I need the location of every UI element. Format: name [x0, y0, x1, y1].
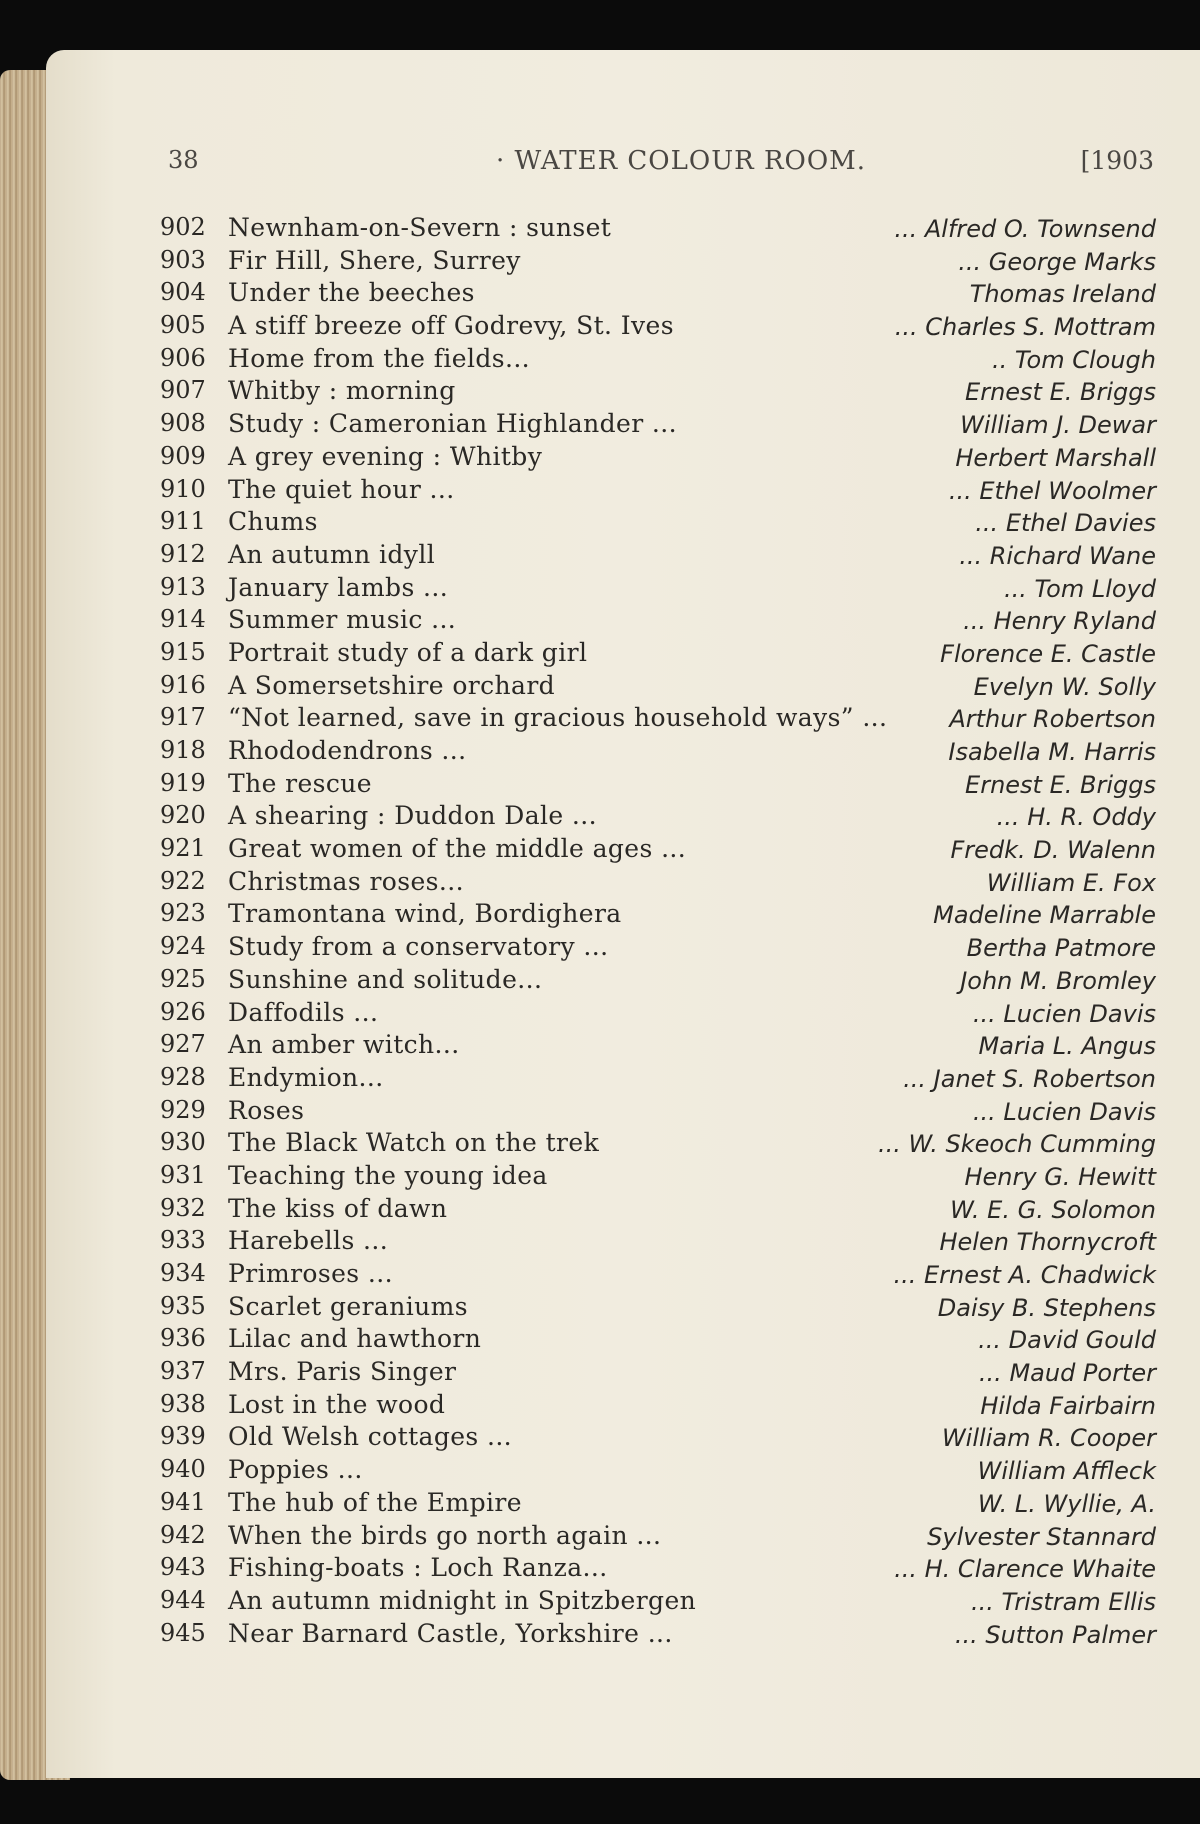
- entry-artist: ... W. Skeoch Cumming: [877, 1130, 1156, 1159]
- entry-number: 912: [160, 539, 206, 568]
- entry-artist: ... Tristram Ellis: [970, 1587, 1156, 1616]
- entry-number: 921: [160, 834, 206, 863]
- entry-title: Roses: [228, 1095, 305, 1125]
- catalogue-entry: [160, 213, 1156, 246]
- entry-number: 935: [160, 1291, 206, 1320]
- entry-title: The rescue: [228, 768, 372, 798]
- entry-artist: William R. Cooper: [941, 1424, 1156, 1453]
- entry-title: When the birds go north again ...: [228, 1520, 662, 1550]
- catalogue-entry: [160, 1128, 1156, 1161]
- entry-title: An autumn idyll: [228, 539, 436, 569]
- catalogue-entry: [160, 769, 1156, 802]
- entry-title: The quiet hour ...: [228, 474, 455, 504]
- page-number: 38: [168, 146, 199, 174]
- entry-number: 923: [160, 899, 206, 928]
- entry-artist: William J. Dewar: [960, 411, 1156, 440]
- entry-title: The hub of the Empire: [228, 1487, 522, 1517]
- catalogue-entry: [160, 899, 1156, 932]
- entry-number: 917: [160, 703, 206, 732]
- entry-title: Poppies ...: [228, 1455, 363, 1485]
- entry-number: 915: [160, 637, 206, 666]
- entry-artist: ... H. Clarence Whaite: [894, 1555, 1156, 1584]
- entry-title: Great women of the middle ages ...: [228, 834, 687, 864]
- entry-title: The Black Watch on the trek: [228, 1128, 600, 1158]
- entry-number: 916: [160, 670, 206, 699]
- entry-number: 940: [160, 1455, 206, 1484]
- entry-title: A stiff breeze off Godrevy, St. Ives: [228, 311, 674, 341]
- entry-number: 941: [160, 1487, 206, 1516]
- entry-title: Harebells ...: [228, 1226, 389, 1256]
- catalogue-entry: [160, 442, 1156, 475]
- entry-artist: Isabella M. Harris: [948, 738, 1156, 766]
- entry-number: 942: [160, 1520, 206, 1549]
- entry-number: 936: [160, 1324, 206, 1353]
- catalogue-entry: [160, 311, 1156, 344]
- entry-artist: Sylvester Stannard: [927, 1522, 1156, 1551]
- entry-title: Lilac and hawthorn: [228, 1324, 482, 1354]
- entry-artist: Bertha Patmore: [966, 934, 1156, 963]
- catalogue-entry: [160, 278, 1156, 311]
- entry-title: Daffodils ...: [228, 997, 379, 1027]
- entry-title: Whitby : morning: [228, 376, 456, 406]
- entry-title: Study from a conservatory ...: [228, 932, 609, 962]
- catalogue-list: [160, 213, 1156, 1651]
- catalogue-entry: [160, 703, 1156, 736]
- catalogue-entry: [160, 409, 1156, 442]
- catalogue-entry: [160, 605, 1156, 638]
- catalogue-entry: [160, 1455, 1156, 1488]
- entry-title: A Somersetshire orchard: [228, 670, 556, 700]
- entry-number: 933: [160, 1226, 206, 1255]
- entry-title: Primroses ...: [228, 1259, 393, 1288]
- entry-title: An autumn midnight in Spitzbergen: [228, 1585, 697, 1615]
- entry-number: 944: [160, 1585, 206, 1614]
- entry-artist: Ernest E. Briggs: [965, 770, 1156, 799]
- entry-artist: Fredk. D. Walenn: [950, 836, 1156, 865]
- entry-number: 909: [160, 441, 206, 470]
- entry-artist: William E. Fox: [986, 868, 1156, 897]
- entry-title: Tramontana wind, Bordighera: [228, 899, 622, 929]
- entry-number: 926: [160, 997, 206, 1026]
- catalogue-entry: [160, 1226, 1156, 1259]
- catalogue-entry: [160, 573, 1156, 606]
- entry-title: Fishing-boats : Loch Ranza...: [228, 1553, 608, 1583]
- catalogue-entry: [160, 376, 1156, 409]
- entry-artist: ... Maud Porter: [978, 1359, 1156, 1388]
- entry-title: Old Welsh cottages ...: [228, 1422, 513, 1452]
- catalogue-entry: [160, 867, 1156, 900]
- entry-number: 937: [160, 1357, 206, 1386]
- entry-artist: Ernest E. Briggs: [965, 378, 1156, 407]
- entry-title: Study : Cameronian Highlander ...: [228, 409, 677, 439]
- catalogue-entry: [160, 1063, 1156, 1096]
- entry-number: 920: [160, 801, 206, 830]
- catalogue-entry: [160, 1586, 1156, 1619]
- entry-artist: ... Lucien Davis: [972, 1097, 1156, 1126]
- entry-title: A shearing : Duddon Dale ...: [228, 801, 597, 831]
- entry-title: Sunshine and solitude...: [228, 964, 543, 994]
- catalogue-entry: [160, 638, 1156, 671]
- entry-artist: ... Charles S. Mottram: [894, 313, 1156, 342]
- entry-number: 922: [160, 866, 206, 895]
- entry-number: 907: [160, 376, 206, 405]
- catalogue-entry: [160, 246, 1156, 279]
- entry-artist: Madeline Marrable: [933, 901, 1156, 930]
- catalogue-entry: [160, 1553, 1156, 1586]
- entry-artist: ... Sutton Palmer: [954, 1620, 1156, 1649]
- catalogue-entry: [160, 932, 1156, 965]
- entry-number: 927: [160, 1030, 206, 1059]
- entry-artist: ... Janet S. Robertson: [903, 1064, 1156, 1093]
- entry-title: Portrait study of a dark girl: [228, 637, 588, 667]
- catalogue-entry: [160, 1390, 1156, 1423]
- entry-number: 903: [160, 245, 206, 274]
- catalogue-entry: [160, 1292, 1156, 1325]
- entry-artist: ... Henry Ryland: [963, 607, 1156, 636]
- entry-number: 914: [160, 605, 206, 634]
- entry-number: 939: [160, 1422, 206, 1451]
- entry-number: 938: [160, 1389, 206, 1418]
- entry-artist: Daisy B. Stephens: [937, 1293, 1156, 1322]
- entry-number: 930: [160, 1128, 206, 1157]
- entry-title: Fir Hill, Shere, Surrey: [228, 245, 521, 275]
- entry-artist: Evelyn W. Solly: [973, 672, 1156, 701]
- entry-artist: Thomas Ireland: [969, 280, 1156, 309]
- entry-artist: W. E. G. Solomon: [950, 1195, 1156, 1224]
- entry-number: 910: [160, 474, 206, 503]
- entry-number: 929: [160, 1095, 206, 1124]
- catalogue-entry: [160, 475, 1156, 508]
- page-header: [168, 146, 1154, 186]
- entry-title: Chums: [228, 507, 318, 537]
- catalogue-entry: [160, 1030, 1156, 1063]
- entry-number: 925: [160, 964, 206, 993]
- entry-title: An amber witch...: [228, 1030, 460, 1060]
- entry-number: 908: [160, 409, 206, 438]
- entry-number: 931: [160, 1160, 206, 1189]
- entry-artist: Henry G. Hewitt: [964, 1162, 1156, 1191]
- catalogue-entry: [160, 344, 1156, 377]
- catalogue-entry: [160, 1161, 1156, 1194]
- entry-title: Teaching the young idea: [228, 1160, 548, 1190]
- entry-artist: ... Richard Wane: [959, 541, 1156, 570]
- entry-number: 943: [160, 1553, 206, 1582]
- entry-artist: Herbert Marshall: [955, 443, 1156, 472]
- entry-title: “Not learned, save in gracious household ways” ...: [228, 703, 888, 733]
- catalogue-entry: [160, 1521, 1156, 1554]
- catalogue-entry: [160, 736, 1156, 769]
- entry-artist: ... Alfred O. Townsend: [894, 215, 1156, 243]
- catalogue-entry: [160, 1422, 1156, 1455]
- catalogue-entry: [160, 1194, 1156, 1227]
- catalogue-entry: [160, 801, 1156, 834]
- entry-title: Newnham-on-Severn : sunset: [228, 213, 612, 242]
- entry-number: 902: [160, 213, 206, 241]
- entry-artist: Florence E. Castle: [940, 639, 1156, 668]
- entry-title: Summer music ...: [228, 605, 457, 635]
- year-label: [1903: [1080, 146, 1154, 175]
- entry-title: Lost in the wood: [228, 1389, 446, 1419]
- entry-number: 906: [160, 343, 206, 372]
- entry-title: Christmas roses...: [228, 866, 464, 896]
- catalogue-entry: [160, 671, 1156, 704]
- entry-number: 904: [160, 278, 206, 307]
- catalogue-entry: [160, 1619, 1156, 1652]
- entry-number: 905: [160, 311, 206, 340]
- entry-number: 911: [160, 507, 206, 536]
- entry-number: 932: [160, 1193, 206, 1222]
- entry-title: Rhododendrons ...: [228, 736, 467, 765]
- entry-title: Under the beeches: [228, 278, 475, 308]
- entry-artist: W. L. Wyllie, A.: [977, 1489, 1156, 1518]
- entry-title: The kiss of dawn: [228, 1193, 448, 1223]
- entry-title: Endymion...: [228, 1062, 384, 1092]
- entry-number: 913: [160, 572, 206, 601]
- entry-artist: ... Ethel Davies: [975, 509, 1156, 538]
- entry-number: 919: [160, 768, 206, 797]
- catalogue-entry: [160, 834, 1156, 867]
- entry-artist: ... Ernest A. Chadwick: [893, 1261, 1156, 1289]
- entry-artist: ... Ethel Woolmer: [948, 476, 1156, 505]
- entry-artist: Hilda Fairbairn: [980, 1391, 1156, 1420]
- catalogue-entry: [160, 540, 1156, 573]
- entry-artist: Helen Thornycroft: [939, 1228, 1156, 1257]
- entry-artist: ... Tom Lloyd: [1003, 574, 1156, 603]
- entry-artist: ... George Marks: [958, 247, 1156, 276]
- entry-number: 918: [160, 736, 206, 764]
- entry-title: A grey evening : Whitby: [228, 441, 543, 471]
- entry-number: 945: [160, 1618, 206, 1647]
- entry-number: 928: [160, 1062, 206, 1091]
- catalogue-entry: [160, 1324, 1156, 1357]
- entry-artist: John M. Bromley: [960, 966, 1156, 995]
- entry-title: Mrs. Paris Singer: [228, 1357, 457, 1387]
- catalogue-entry: [160, 998, 1156, 1031]
- entry-artist: ... H. R. Oddy: [996, 803, 1156, 832]
- catalogue-entry: [160, 1357, 1156, 1390]
- catalogue-entry: [160, 507, 1156, 540]
- entry-artist: ... David Gould: [978, 1326, 1156, 1355]
- catalogue-entry: [160, 1488, 1156, 1521]
- catalogue-entry: [160, 1096, 1156, 1129]
- entry-artist: .. Tom Clough: [991, 345, 1156, 374]
- entry-title: January lambs ...: [228, 572, 449, 602]
- entry-title: Near Barnard Castle, Yorkshire ...: [228, 1618, 673, 1648]
- catalogue-entry: [160, 965, 1156, 998]
- entry-artist: William Affleck: [977, 1457, 1156, 1486]
- catalogue-entry: [160, 1259, 1156, 1292]
- entry-artist: Maria L. Angus: [978, 1032, 1156, 1061]
- running-title: · WATER COLOUR ROOM.: [495, 146, 867, 176]
- entry-title: Home from the fields...: [228, 343, 531, 373]
- entry-title: Scarlet geraniums: [228, 1291, 468, 1321]
- entry-number: 934: [160, 1259, 206, 1287]
- entry-artist: Arthur Robertson: [949, 705, 1156, 734]
- entry-artist: ... Lucien Davis: [972, 999, 1156, 1028]
- entry-number: 924: [160, 932, 206, 961]
